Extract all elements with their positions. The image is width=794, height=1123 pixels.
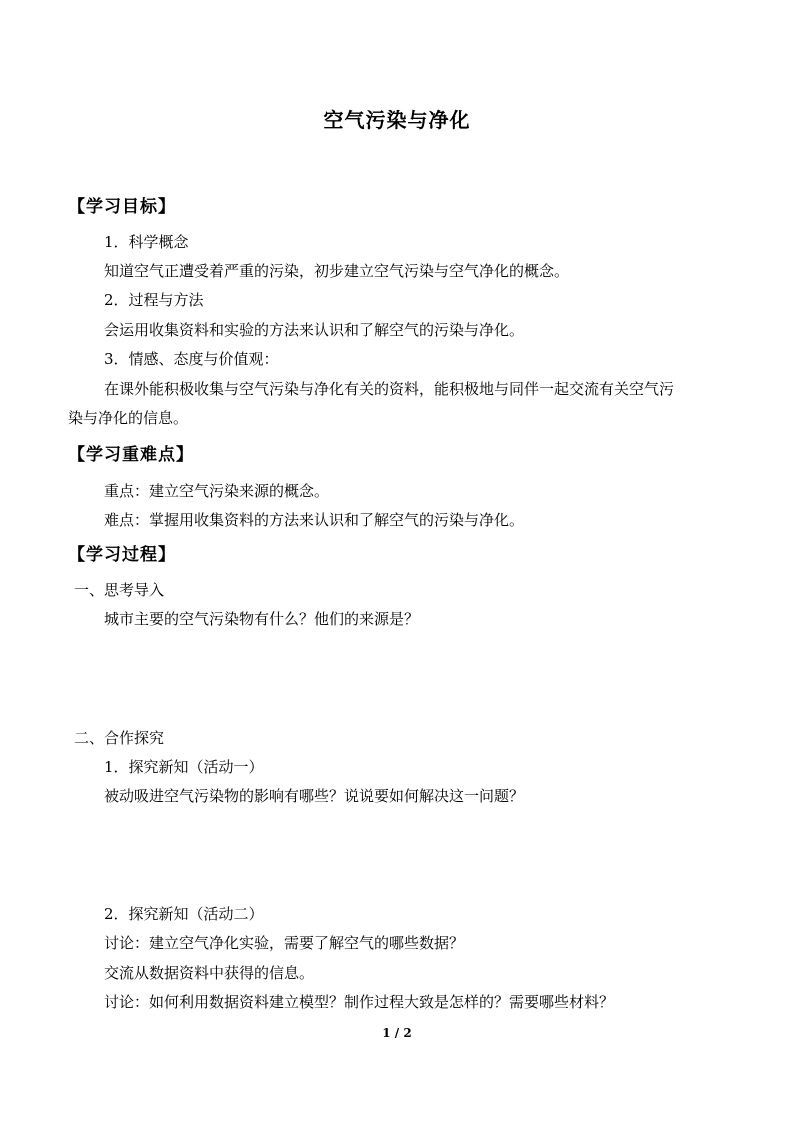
- section-heading-process: 【学习过程】: [68, 545, 176, 565]
- activity-2-discuss-2: 讨论：如何利用数据资料建立模型？制作过程大致是怎样的？需要哪些材料？: [104, 993, 615, 1011]
- section-heading-key-points: 【学习重难点】: [68, 445, 194, 465]
- activity-2-exchange: 交流从数据资料中获得的信息。: [104, 964, 315, 982]
- process-part-1-question: 城市主要的空气污染物有什么？他们的来源是？: [104, 610, 420, 628]
- page-number: 1 / 2: [382, 1026, 412, 1040]
- activity-1-question: 被动吸进空气污染物的影响有哪些？说说要如何解决这一问题？: [104, 787, 525, 805]
- goal-item-2-text: 会运用收集资料和实验的方法来认识和了解空气的污染与净化。: [104, 321, 525, 339]
- activity-1-label: 1．探究新知（活动一）: [104, 758, 264, 776]
- goal-item-3-text-line2: 染与净化的信息。: [68, 409, 189, 427]
- process-part-1-title: 一、思考导入: [74, 581, 165, 599]
- goal-item-3-label: 3．情感、态度与价值观：: [104, 350, 279, 368]
- goal-item-1-label: 1．科学概念: [104, 233, 189, 251]
- key-point-difficulty: 难点：掌握用收集资料的方法来认识和了解空气的污染与净化。: [104, 511, 525, 529]
- activity-2-discuss-1: 讨论：建立空气净化实验，需要了解空气的哪些数据？: [104, 934, 465, 952]
- key-point-focus: 重点：建立空气污染来源的概念。: [104, 482, 330, 500]
- goal-item-1-text: 知道空气正遭受着严重的污染，初步建立空气污染与空气净化的概念。: [104, 262, 570, 280]
- goal-item-3-text-line1: 在课外能积极收集与空气污染与净化有关的资料，能积极地与同伴一起交流有关空气污: [104, 380, 675, 398]
- process-part-2-title: 二、合作探究: [74, 729, 165, 747]
- activity-2-label: 2．探究新知（活动二）: [104, 905, 264, 923]
- goal-item-2-label: 2．过程与方法: [104, 291, 204, 309]
- page-title: 空气污染与净化: [323, 108, 471, 132]
- section-heading-goals: 【学习目标】: [68, 197, 176, 217]
